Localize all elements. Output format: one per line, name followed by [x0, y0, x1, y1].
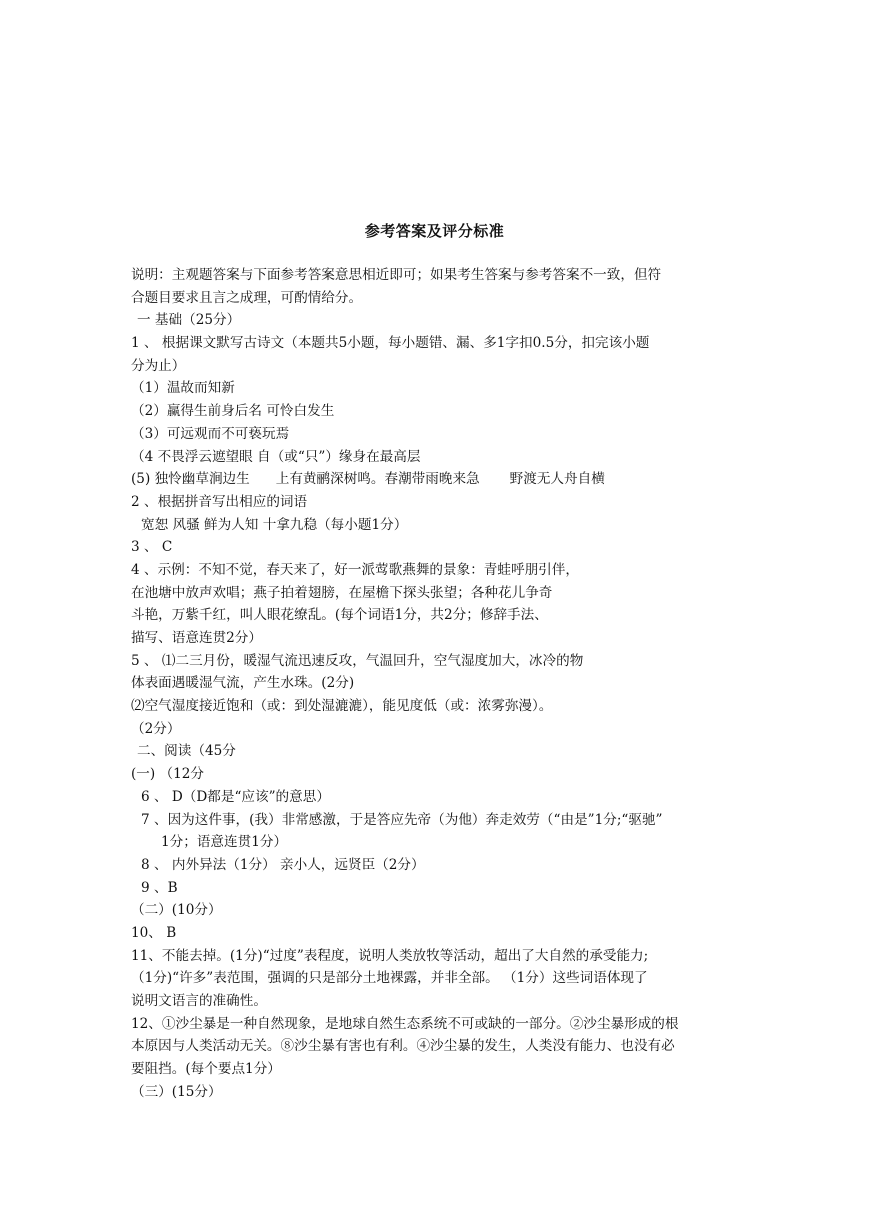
question-11: 说明文语言的准确性。 — [131, 993, 267, 1009]
answer-5-part: 野渡无人舟自横 — [509, 471, 605, 488]
document-body — [131, 264, 741, 1103]
question-1-stem: 分为止） — [131, 357, 186, 374]
question-12: 本原因与人类活动无关。⑧沙尘暴有害也有利。④沙尘暴的发生，人类没有能力、也没有必 — [131, 1038, 675, 1055]
section-heading-basics: 一 基础（25分） — [137, 312, 241, 329]
intro-line: 说明：主观题答案与下面参考答案意思相近即可；如果考生答案与参考答案不一致，但符 — [131, 267, 662, 283]
question-5: 体表面遇暖湿气流，产生水珠。(2分) — [131, 675, 355, 692]
question-1-answer: （3）可远观而不可亵玩焉 — [131, 425, 290, 442]
question-3: 3 、 C — [131, 539, 173, 556]
question-10: 10、 B — [131, 924, 177, 941]
question-1-answer: （1）温故而知新 — [131, 380, 235, 397]
question-5: （2分） — [131, 720, 181, 737]
question-7: 1分；语意连贯1分） — [161, 834, 288, 851]
section-heading-reading: 二、阅读（45分 — [137, 743, 236, 760]
question-5: 5 、 ⑴二三月份，暖湿气流迅速反攻，气温回升，空气湿度加大，冰冷的物 — [131, 652, 584, 669]
question-2-stem: 2 、根据拼音写出相应的词语 — [131, 493, 308, 510]
intro-line: 合题目要求且言之成理，可酌情给分。 — [131, 289, 363, 306]
question-1-answer-5 — [131, 468, 741, 491]
answer-5-part: (5) 独怜幽草涧边生 — [131, 471, 250, 488]
question-4: 在池塘中放声欢唱；燕子拍着翅膀，在屋檐下探头张望；各种花儿争奇 — [131, 584, 553, 601]
question-1-stem: 1 、 根据课文默写古诗文（本题共5小题，每小题错、漏、多1字扣0.5分，扣完该小题 — [131, 335, 650, 352]
question-5: ⑵空气湿度接近饱和（或：到处湿漉漉），能见度低（或：浓雾弥漫）。 — [131, 698, 553, 715]
part-heading: （三）(15分） — [131, 1083, 222, 1100]
question-12: 要阻挡。(每个要点1分） — [131, 1061, 281, 1078]
question-6: 6 、 D（D都是“应该”的意思） — [141, 788, 330, 805]
part-heading: (一) （12分 — [131, 766, 205, 783]
question-11: （1分)“许多”表范围，强调的只是部分土地裸露，并非全部。 （1分）这些词语体现了 — [131, 970, 648, 987]
question-1-answer: （2）赢得生前身后名 可怜白发生 — [131, 403, 335, 420]
part-heading: （二）(10分） — [131, 902, 222, 919]
question-4: 斗艳，万紫千红，叫人眼花缭乱。(每个词语1分，共2分；修辞手法、 — [131, 607, 548, 624]
question-7: 7 、因为这件事，(我）非常感激，于是答应先帝（为他）奔走效劳（“由是”1分;“驱驰” — [141, 811, 663, 828]
question-2-answer: 宽恕 风骚 鲜为人知 十拿九稳（每小题1分） — [141, 516, 408, 533]
question-4: 4 、示例：不知不觉，春天来了，好一派莺歌燕舞的景象：青蛙呼朋引伴， — [131, 561, 579, 578]
question-11: 11、不能去掉。(1分)“过度”表程度，说明人类放牧等活动，超出了大自然的承受能力; — [131, 947, 649, 964]
question-9: 9 、B — [141, 879, 178, 896]
answer-5-part: 上有黄鹂深树鸣。春潮带雨晚来急 — [275, 471, 480, 488]
question-4: 描写、语意连贯2分） — [131, 630, 262, 646]
page-title: 参考答案及评分标准 — [364, 222, 505, 240]
question-1-answer: （4 不畏浮云遮望眼 自（或“只”）缘身在最高层 — [131, 448, 421, 465]
question-12: 12、①沙尘暴是一种自然现象，是地球自然生态系统不可或缺的一部分。②沙尘暴形成的根 — [131, 1015, 679, 1032]
question-8: 8 、 内外异法（1分） 亲小人，远贤臣（2分） — [141, 856, 425, 873]
